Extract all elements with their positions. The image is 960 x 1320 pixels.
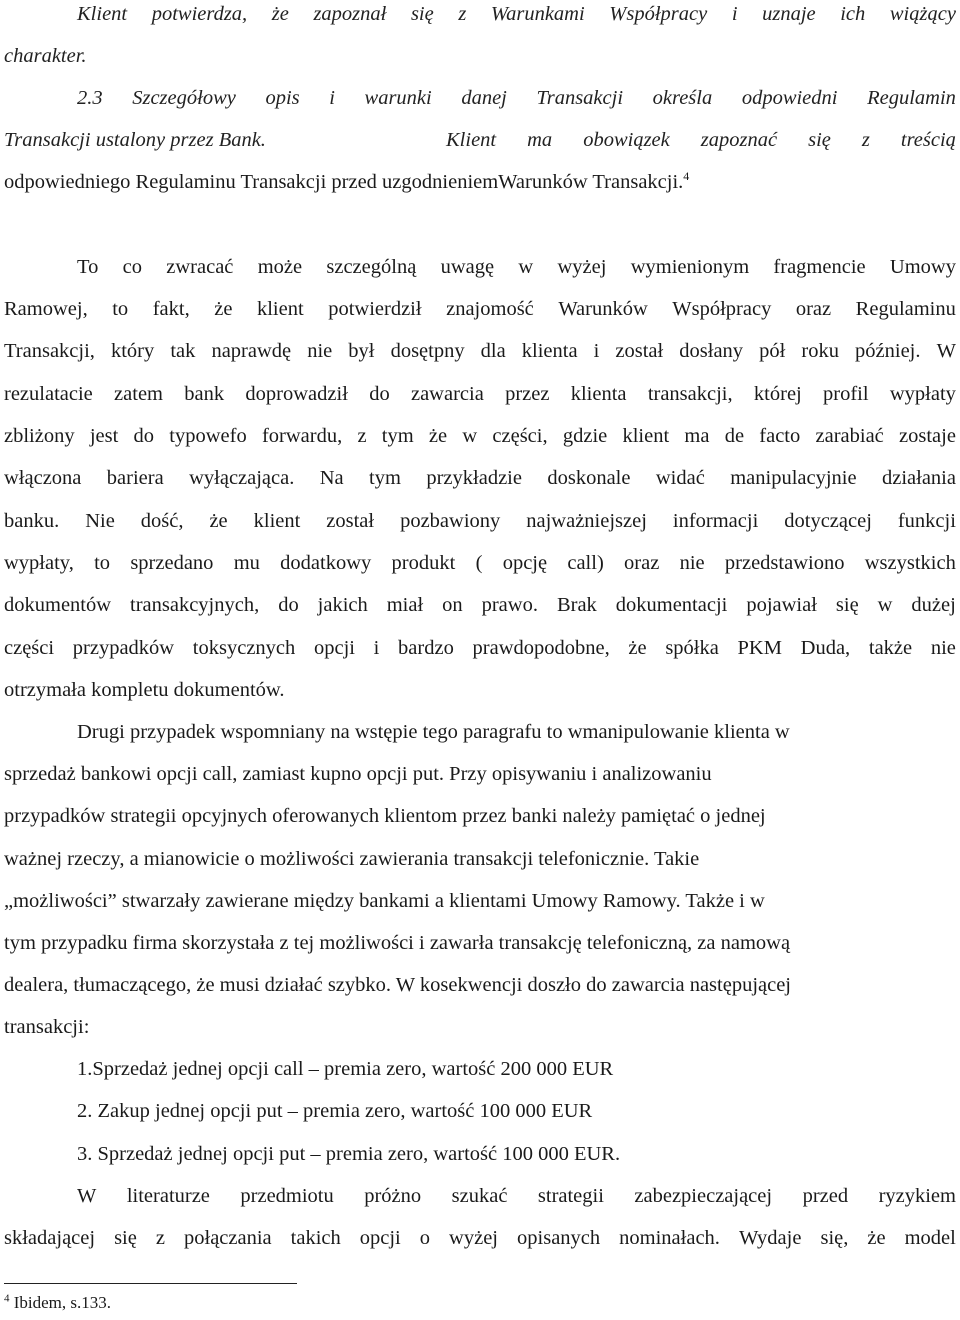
word: szczególną (326, 256, 417, 278)
word: ich (840, 3, 866, 25)
word: fragmencie (773, 256, 866, 278)
word: nie (679, 552, 705, 574)
word: Na (319, 467, 344, 489)
word: wyłączająca. (189, 467, 295, 489)
word: gdzie (562, 425, 608, 447)
word: Współpracy (672, 298, 772, 320)
word: włączona (4, 467, 82, 489)
word: wszystkich (864, 552, 956, 574)
word: uwagę (440, 256, 495, 278)
paragraph-line: Drugi przypadek wspomniany na wstępie tego paragrafu to wmanipulowanie klienta w (77, 721, 790, 743)
word: prawdopodobne, (472, 637, 610, 659)
word: model (904, 1227, 956, 1249)
word: Transakcji, (4, 340, 95, 362)
paragraph-line (77, 255, 956, 279)
paragraph-line (4, 636, 956, 660)
quote-line: charakter. (4, 45, 87, 67)
word: treścią (900, 129, 956, 151)
word: sprzedano (130, 552, 214, 574)
word: Klient (446, 129, 497, 151)
list-item: 3. Sprzedaż jednej opcji put – premia zero, wartość 100 000 EUR. (77, 1143, 621, 1165)
word: i (731, 3, 738, 25)
word: wyżej (557, 256, 607, 278)
word: później. (855, 340, 921, 362)
word: on (442, 594, 463, 616)
word: jest (89, 425, 119, 447)
word: został (615, 340, 664, 362)
word: składającej (4, 1227, 96, 1249)
quote-fragment (446, 128, 956, 152)
word: Brak (556, 594, 597, 616)
paragraph-line (77, 1184, 956, 1208)
word: call) (567, 552, 604, 574)
word: i (593, 340, 600, 362)
word: że (214, 298, 233, 320)
word: pół (759, 340, 786, 362)
list-item: 2. Zakup jednej opcji put – premia zero, wartość 100 000 EUR (77, 1100, 593, 1122)
word: zawarcia (410, 383, 484, 405)
word: najważniejszej (526, 510, 647, 532)
word: Współpracy (609, 3, 708, 25)
word: w (518, 256, 534, 278)
word: widać (655, 467, 705, 489)
word: przedstawiono (724, 552, 845, 574)
word: dosętpny (390, 340, 465, 362)
word: roku (801, 340, 839, 362)
word: tym (381, 425, 414, 447)
word: przypadków (72, 637, 175, 659)
quote-line (77, 86, 956, 110)
word: ( (475, 552, 483, 574)
word: Regulaminu (855, 298, 956, 320)
word: przez (505, 383, 550, 405)
word: wypłaty (889, 383, 956, 405)
word: z (861, 129, 870, 151)
footnote-ref: 4 (683, 169, 690, 184)
word: nie (307, 340, 333, 362)
word: dosłany (679, 340, 744, 362)
word: klient (256, 298, 304, 320)
word: nie (930, 637, 956, 659)
word: wiążący (889, 3, 956, 25)
word: banku. (4, 510, 60, 532)
word: Transakcji (536, 87, 624, 109)
paragraph-line: otrzymała kompletu dokumentów. (4, 679, 285, 701)
word: oraz (624, 552, 660, 574)
word: próżno (364, 1185, 422, 1207)
word: opcję (502, 552, 548, 574)
word: do (133, 425, 155, 447)
word: profil (823, 383, 869, 405)
word: się (835, 594, 859, 616)
word: manipulacyjnie (730, 467, 857, 489)
word: że (271, 3, 289, 25)
word: 2.3 (77, 87, 103, 109)
word: klient (253, 510, 301, 532)
word: o (419, 1227, 431, 1249)
word: był (348, 340, 375, 362)
word: szukać (451, 1185, 508, 1207)
word: której (753, 383, 802, 405)
word: pojawiał (746, 594, 817, 616)
word: produkt (391, 552, 456, 574)
word: transakcji, (647, 383, 733, 405)
word: do (369, 383, 390, 405)
word: To (77, 256, 99, 278)
word: W (936, 340, 956, 362)
footnote-text: Ibidem, s.133. (13, 1293, 112, 1312)
word: warunki (364, 87, 432, 109)
word: opis (265, 87, 300, 109)
word: zapoznał (313, 3, 387, 25)
word: PKM (737, 637, 782, 659)
paragraph-line: tym przypadku firma skorzystała z tej możliwości i zawarła transakcję telefoniczną, za namową (4, 932, 791, 954)
word: przedmiotu (240, 1185, 334, 1207)
paragraph-line: dealera, tłumaczącego, że musi działać szybko. W kosekwencji doszło do zawarcia następującej (4, 974, 792, 996)
word: Warunkami (490, 3, 585, 25)
word: to (94, 552, 111, 574)
word: co (122, 256, 142, 278)
word: naprawdę (211, 340, 292, 362)
word: nominałach. (619, 1227, 720, 1249)
word: facto (759, 425, 801, 447)
word: obowiązek (583, 129, 670, 151)
word: rezulatacie (4, 383, 93, 405)
word: potwierdził (328, 298, 422, 320)
word: się (114, 1227, 137, 1249)
word: połączania (184, 1227, 272, 1249)
word: tym (369, 467, 401, 489)
word: opcji (313, 637, 355, 659)
word: spółka (665, 637, 719, 659)
word: że (209, 510, 228, 532)
word: że (428, 425, 448, 447)
paragraph-line (4, 466, 956, 490)
word: uznaje (762, 3, 816, 25)
word: zarabiać (815, 425, 884, 447)
word: części, (492, 425, 548, 447)
quote-line-mixed (4, 128, 956, 152)
word: doskonale (547, 467, 631, 489)
quote-text: odpowiedniego Regulaminu Transakcji przed uzgodnieniemWarunków Transakcji. (4, 171, 684, 193)
word: transakcyjnych, (130, 594, 260, 616)
word: pozbawiony (400, 510, 501, 532)
word: Nie (85, 510, 115, 532)
word: że (628, 637, 647, 659)
word: wypłaty, (4, 552, 74, 574)
word: Szczegółowy (132, 87, 236, 109)
word: jakich (317, 594, 368, 616)
quote-line (77, 2, 956, 26)
quote-line (4, 170, 689, 194)
word: wymienionym (630, 256, 750, 278)
word: toksycznych (192, 637, 296, 659)
word: Klient (77, 3, 128, 25)
word: w (877, 594, 893, 616)
word: który (110, 340, 155, 362)
word: ryzykiem (878, 1185, 956, 1207)
word: znajomość (446, 298, 534, 320)
word: opcji (359, 1227, 401, 1249)
word: działania (881, 467, 956, 489)
word: Umowy (889, 256, 956, 278)
paragraph-line (4, 339, 956, 363)
word: dla (480, 340, 506, 362)
word: odpowiedni (741, 87, 838, 109)
word: z (357, 425, 367, 447)
footnote-number: 4 (4, 1292, 10, 1305)
word: W (77, 1185, 97, 1207)
word: Regulamin (867, 87, 956, 109)
word: bardzo (398, 637, 454, 659)
word: dość, (140, 510, 184, 532)
word: może (257, 256, 303, 278)
paragraph-line: przypadków strategii opcyjnych oferowanych klientom przez banki należy pamiętać o jednej (4, 805, 766, 827)
word: zapoznać (700, 129, 778, 151)
paragraph-line: „możliwości” stwarzały zawierane między bankami a klientami Umowy Ramowy. Także i w (4, 890, 765, 912)
quote-fragment: Transakcji ustalony przez Bank. (4, 129, 266, 151)
word: i (373, 637, 380, 659)
paragraph-line (4, 593, 956, 617)
paragraph-line (4, 509, 956, 533)
word: dokumentacji (615, 594, 728, 616)
word: się, (820, 1227, 849, 1249)
word: mu (233, 552, 260, 574)
paragraph-line (4, 424, 956, 448)
list-item: 1.Sprzedaż jednej opcji call – premia zero, wartość 200 000 EUR (77, 1058, 614, 1080)
word: z (155, 1227, 165, 1249)
word: także (868, 637, 913, 659)
word: ma (684, 425, 710, 447)
word: określa (652, 87, 713, 109)
word: do (278, 594, 299, 616)
word: literaturze (126, 1185, 210, 1207)
word: typowefo (169, 425, 247, 447)
word: Warunków (558, 298, 648, 320)
word: de (724, 425, 745, 447)
word: Ramowej, (4, 298, 88, 320)
word: to (112, 298, 129, 320)
word: się (410, 3, 434, 25)
word: z (458, 3, 467, 25)
word: zabezpieczającej (634, 1185, 773, 1207)
word: ma (527, 129, 553, 151)
paragraph-line: sprzedaż bankowi opcji call, zamiast kupno opcji put. Przy opisywaniu i analizowaniu (4, 763, 712, 785)
word: zwracać (166, 256, 234, 278)
word: fakt, (152, 298, 190, 320)
word: potwierdza, (151, 3, 248, 25)
word: zatem (114, 383, 163, 405)
word: zostaje (899, 425, 956, 447)
word: zbliżony (4, 425, 75, 447)
word: że (867, 1227, 886, 1249)
word: funkcji (897, 510, 956, 532)
word: Duda, (800, 637, 851, 659)
word: Wydaje (738, 1227, 802, 1249)
word: przykładzie (426, 467, 522, 489)
paragraph-line: ważnej rzeczy, a mianowicie o możliwości zawierania transakcji telefonicznie. Takie (4, 848, 700, 870)
paragraph-line: transakcji: (4, 1016, 90, 1038)
word: takich (290, 1227, 341, 1249)
paragraph-line (4, 382, 956, 406)
word: oraz (795, 298, 832, 320)
footnote (4, 1292, 111, 1314)
word: opisanych (517, 1227, 601, 1249)
word: klient (622, 425, 670, 447)
word: dokumentów (4, 594, 112, 616)
word: w (462, 425, 478, 447)
footnote-separator (4, 1283, 297, 1284)
word: dotyczącej (784, 510, 872, 532)
word: przed (802, 1185, 849, 1207)
paragraph-line (4, 297, 956, 321)
word: wyżej (449, 1227, 498, 1249)
word: miał (386, 594, 424, 616)
word: dodatkowy (280, 552, 372, 574)
word: doprowadził (245, 383, 348, 405)
word: klienta (570, 383, 627, 405)
word: tak (170, 340, 196, 362)
word: i (329, 87, 335, 109)
word: się (808, 129, 831, 151)
word: został (326, 510, 375, 532)
word: dużej (911, 594, 956, 616)
paragraph-line (4, 551, 956, 575)
word: bariera (106, 467, 164, 489)
word: danej (461, 87, 507, 109)
word: informacji (672, 510, 759, 532)
word: części (4, 637, 55, 659)
word: bank (184, 383, 225, 405)
word: strategii (537, 1185, 604, 1207)
word: prawo. (481, 594, 538, 616)
paragraph-line (4, 1226, 956, 1250)
word: klienta (521, 340, 578, 362)
word: forwardu, (261, 425, 343, 447)
